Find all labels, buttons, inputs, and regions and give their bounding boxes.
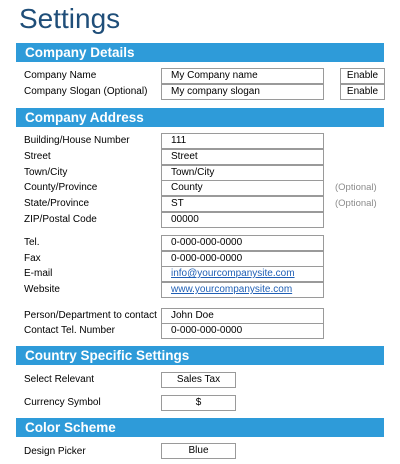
town-city-label: Town/City xyxy=(24,167,68,178)
street-label: Street xyxy=(24,151,51,162)
fax-field[interactable]: 0-000-000-0000 xyxy=(161,251,324,267)
street-field[interactable]: Street xyxy=(161,149,324,165)
company-name-field[interactable]: My Company name xyxy=(161,68,324,84)
town-city-field[interactable]: Town/City xyxy=(161,165,324,181)
design-picker-label: Design Picker xyxy=(24,446,86,457)
email-link[interactable]: info@yourcompanysite.com xyxy=(171,268,295,279)
section-header-color-scheme: Color Scheme xyxy=(16,418,384,437)
currency-symbol-field[interactable]: $ xyxy=(161,395,236,411)
enable-company-slogan-button[interactable]: Enable xyxy=(340,84,385,100)
tel-label: Tel. xyxy=(24,237,40,248)
zip-code-field[interactable]: 00000 xyxy=(161,212,324,228)
contact-person-label: Person/Department to contact xyxy=(24,310,157,321)
currency-symbol-label: Currency Symbol xyxy=(24,397,101,408)
building-number-field[interactable]: 111 xyxy=(161,133,324,149)
zip-code-label: ZIP/Postal Code xyxy=(24,214,97,225)
enable-company-name-button[interactable]: Enable xyxy=(340,68,385,84)
company-slogan-label: Company Slogan (Optional) xyxy=(24,86,148,97)
select-relevant-label: Select Relevant xyxy=(24,374,95,385)
section-header-company-details: Company Details xyxy=(16,43,384,62)
contact-tel-label: Contact Tel. Number xyxy=(24,325,115,336)
county-province-label: County/Province xyxy=(24,182,98,193)
state-province-label: State/Province xyxy=(24,198,90,209)
tax-type-select[interactable]: Sales Tax xyxy=(161,372,236,388)
state-optional-note: (Optional) xyxy=(335,198,377,209)
company-slogan-field[interactable]: My company slogan xyxy=(161,84,324,100)
county-optional-note: (Optional) xyxy=(335,182,377,193)
tel-field[interactable]: 0-000-000-0000 xyxy=(161,235,324,251)
email-field[interactable] xyxy=(161,266,324,282)
company-name-label: Company Name xyxy=(24,70,97,81)
section-header-company-address: Company Address xyxy=(16,108,384,127)
building-number-label: Building/House Number xyxy=(24,135,130,146)
county-province-field[interactable]: County xyxy=(161,180,324,196)
section-header-country-settings: Country Specific Settings xyxy=(16,346,384,365)
contact-person-field[interactable]: John Doe xyxy=(161,308,324,324)
design-picker-select[interactable]: Blue xyxy=(161,443,236,459)
page-title: Settings xyxy=(19,3,121,34)
email-label: E-mail xyxy=(24,268,53,279)
state-province-field[interactable]: ST xyxy=(161,196,324,212)
website-label: Website xyxy=(24,284,60,295)
website-link[interactable]: www.yourcompanysite.com xyxy=(171,284,293,295)
website-field[interactable] xyxy=(161,282,324,298)
contact-tel-field[interactable]: 0-000-000-0000 xyxy=(161,323,324,339)
fax-label: Fax xyxy=(24,253,41,264)
